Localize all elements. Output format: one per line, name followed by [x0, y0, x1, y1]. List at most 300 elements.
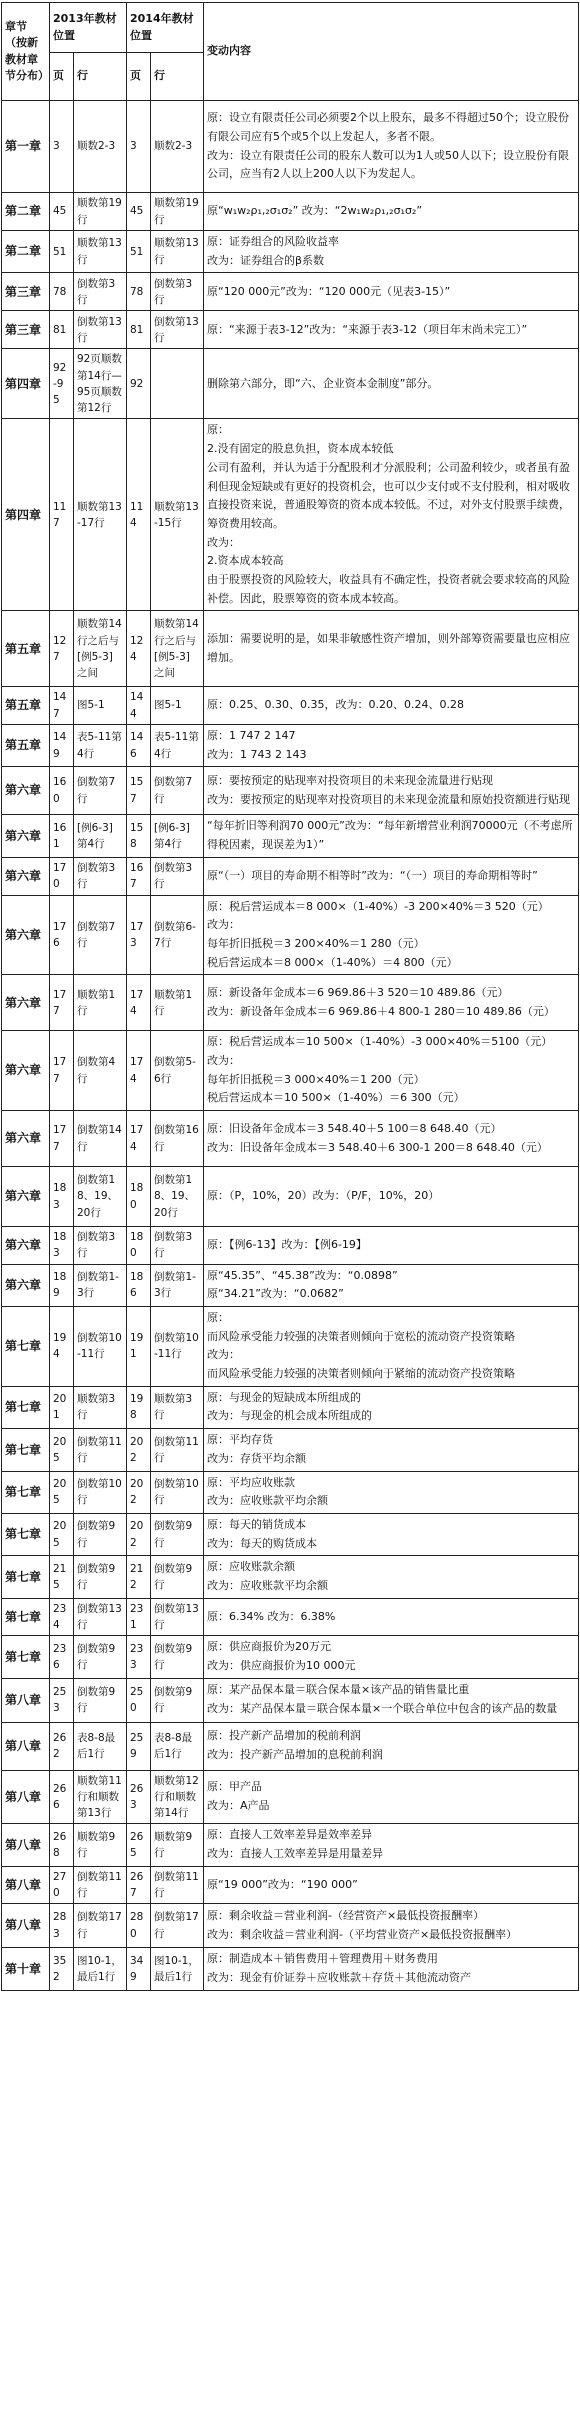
change-line: 而风险承受能力较强的决策者则倾向于宽松的流动资产投资策略 [207, 1329, 515, 1343]
change-line: 原：与现金的短缺成本所组成的 [207, 1390, 361, 1404]
change-content-cell [204, 895, 579, 975]
page-2013-cell: 194 [50, 1307, 74, 1387]
page-2013-cell: 266 [50, 1770, 74, 1824]
page-2014-cell: 202 [127, 1513, 151, 1555]
change-content-cell [204, 724, 579, 766]
line-2014-cell: 表8-8最后1行 [151, 1722, 204, 1770]
chapter-cell: 第五章 [2, 687, 50, 725]
change-content-cell [204, 311, 579, 349]
page-2014-cell: 180 [127, 1227, 151, 1265]
change-line: 原：某产品保本量＝联合保本量×该产品的销售量比重 [207, 1683, 470, 1697]
chapter-cell: 第七章 [2, 1429, 50, 1471]
page-2013-cell: 170 [50, 857, 74, 895]
page-2014-cell: 186 [127, 1264, 151, 1306]
page-2013-cell: 117 [50, 419, 74, 611]
line-2013-cell: 顺数第1行 [74, 975, 127, 1031]
page-2013-cell: 236 [50, 1636, 74, 1678]
line-2013-cell: 倒数第4行 [74, 1031, 127, 1111]
change-content-cell [204, 193, 579, 231]
change-line: 每年折旧抵税＝3 200×40%＝1 280（元） [207, 936, 425, 950]
chapter-cell: 第六章 [2, 1111, 50, 1167]
line-2013-cell: 倒数第10行 [74, 1471, 127, 1513]
page-2013-cell: 262 [50, 1722, 74, 1770]
chapter-cell: 第四章 [2, 419, 50, 611]
line-2013-cell: 倒数第11行 [74, 1866, 127, 1904]
change-line: 改为：A产品 [207, 1798, 270, 1812]
change-line: 改为：要按预定的贴现率对投资项目的未来现金流量和原始投资额进行贴现 [207, 792, 570, 806]
page-2013-cell: 81 [50, 311, 74, 349]
change-line: 原：平均应收账款 [207, 1475, 295, 1489]
line-2014-cell: 倒数第5-6行 [151, 1031, 204, 1111]
line-2013-cell: 倒数第13行 [74, 1598, 127, 1636]
page-2013-cell: 268 [50, 1824, 74, 1866]
change-line: 原：0.25、0.30、0.35，改为：0.20、0.24、0.28 [207, 698, 464, 712]
page-2014-cell: 180 [127, 1167, 151, 1227]
table-row [2, 311, 579, 349]
change-line: 原：1 747 2 147 [207, 728, 296, 742]
chapter-cell: 第五章 [2, 611, 50, 687]
change-line: 2.没有固定的股息负担，资本成本较低 [207, 442, 394, 456]
change-line: 原：（P，10%，20）改为：（P/F，10%，20） [207, 1189, 440, 1203]
page-2014-cell: 259 [127, 1722, 151, 1770]
chapter-cell: 第七章 [2, 1556, 50, 1598]
change-line: 原：应收账款余额 [207, 1560, 295, 1574]
change-line: 每年折旧抵税＝3 000×40%＝1 200（元） [207, 1072, 425, 1086]
table-row [2, 1429, 579, 1471]
change-content-cell [204, 1111, 579, 1167]
page-2013-cell: 3 [50, 101, 74, 193]
chapter-cell: 第二章 [2, 231, 50, 273]
page-2013-cell: 189 [50, 1264, 74, 1306]
change-line: “每年折旧等利润70 000元”改为：“每年新增营业利润70000元（不考虑所得税因素，现误差为1）” [207, 819, 573, 851]
page-2013-cell: 283 [50, 1904, 74, 1948]
change-content-cell [204, 1904, 579, 1948]
line-2013-cell: 倒数第3行 [74, 1227, 127, 1265]
table-row [2, 815, 579, 857]
table-row [2, 1636, 579, 1678]
change-line: 原：6.34% 改为：6.38% [207, 1609, 336, 1623]
change-line: 改为： [207, 1054, 240, 1068]
header-chapter: 章节（按新教材章节分布） [2, 3, 50, 101]
page-2014-cell: 174 [127, 975, 151, 1031]
change-line: 原：供应商报价为20万元 [207, 1640, 331, 1654]
table-row [2, 1227, 579, 1265]
line-2013-cell: 表8-8最后1行 [74, 1722, 127, 1770]
table-row [2, 1824, 579, 1866]
line-2014-cell: 倒数第3行 [151, 273, 204, 311]
change-line: 改为：新设备年金成本＝6 969.86＋4 800-1 280＝10 489.86（元） [207, 1004, 555, 1018]
page-2013-cell: 183 [50, 1227, 74, 1265]
page-2013-cell: 205 [50, 1429, 74, 1471]
change-line: 改为：证券组合的β系数 [207, 253, 325, 267]
line-2014-cell: 倒数第9行 [151, 1556, 204, 1598]
line-2013-cell: 图5-1 [74, 687, 127, 725]
change-line: 添加：需要说明的是，如果非敏感性资产增加，则外部筹资需要量也应相应增加。 [207, 632, 570, 664]
change-line: 原“（一）项目的寿命期不相等时”改为：“（一）项目的寿命期相等时” [207, 868, 538, 882]
change-content-cell [204, 1429, 579, 1471]
change-content-cell [204, 1227, 579, 1265]
page-2014-cell: 212 [127, 1556, 151, 1598]
page-2014-cell: 198 [127, 1386, 151, 1428]
change-line: 改为：应收账款平均余额 [207, 1578, 328, 1592]
chapter-cell: 第七章 [2, 1307, 50, 1387]
change-line: 原“120 000元”改为：“120 000元（见表3-15）” [207, 284, 451, 298]
chapter-cell: 第六章 [2, 857, 50, 895]
change-content-cell [204, 1513, 579, 1555]
table-row [2, 1167, 579, 1227]
textbook-changes-table [1, 2, 579, 1991]
page-2013-cell: 147 [50, 687, 74, 725]
change-content-cell [204, 101, 579, 193]
line-2014-cell: 倒数第10行 [151, 1471, 204, 1513]
table-row [2, 724, 579, 766]
page-2014-cell: 173 [127, 895, 151, 975]
chapter-cell: 第三章 [2, 273, 50, 311]
page-2014-cell: 3 [127, 101, 151, 193]
change-content-cell [204, 1636, 579, 1678]
change-content-cell [204, 1722, 579, 1770]
line-2014-cell: 倒数第3行 [151, 1227, 204, 1265]
table-row [2, 857, 579, 895]
line-2014-cell: 图10-1，最后1行 [151, 1948, 204, 1990]
line-2013-cell: 顺数第19行 [74, 193, 127, 231]
line-2013-cell: 倒数第13行 [74, 311, 127, 349]
table-row [2, 1866, 579, 1904]
change-line: 原“34.21”改为：“0.0682” [207, 1287, 344, 1301]
page-2014-cell: 231 [127, 1598, 151, 1636]
change-line: 改为： [207, 1348, 240, 1362]
line-2014-cell [151, 349, 204, 419]
page-2014-cell: 263 [127, 1770, 151, 1824]
page-2014-cell: 265 [127, 1824, 151, 1866]
chapter-cell: 第三章 [2, 311, 50, 349]
page-2013-cell: 127 [50, 611, 74, 687]
line-2014-cell: 倒数第1-3行 [151, 1264, 204, 1306]
line-2013-cell: 倒数第9行 [74, 1513, 127, 1555]
table-row [2, 273, 579, 311]
change-line: 改为：直接人工效率差异是用量差异 [207, 1847, 383, 1861]
line-2014-cell: 倒数第9行 [151, 1513, 204, 1555]
page-2013-cell: 149 [50, 724, 74, 766]
page-2014-cell: 202 [127, 1429, 151, 1471]
chapter-cell: 第八章 [2, 1866, 50, 1904]
page-2013-cell: 177 [50, 975, 74, 1031]
line-2013-cell: 倒数第14行 [74, 1111, 127, 1167]
chapter-cell: 第六章 [2, 1167, 50, 1227]
line-2013-cell: 顺数第11行和顺数第13行 [74, 1770, 127, 1824]
change-line: 原：旧设备年金成本＝3 548.40＋5 100＝8 648.40（元） [207, 1121, 502, 1135]
page-2014-cell: 146 [127, 724, 151, 766]
line-2014-cell: 倒数第3行 [151, 857, 204, 895]
change-line: 原：剩余收益＝营业利润-（经营资产×最低投资报酬率） [207, 1909, 485, 1923]
line-2013-cell: 倒数第10-11行 [74, 1307, 127, 1387]
chapter-cell: 第八章 [2, 1824, 50, 1866]
page-2013-cell: 253 [50, 1678, 74, 1722]
chapter-cell: 第六章 [2, 815, 50, 857]
line-2013-cell: 顺数第13行 [74, 231, 127, 273]
change-content-cell [204, 419, 579, 611]
change-line: 原：新设备年金成本＝6 969.86＋3 520＝10 489.86（元） [207, 986, 509, 1000]
chapter-cell: 第七章 [2, 1386, 50, 1428]
line-2014-cell: 表5-11第4行 [151, 724, 204, 766]
table-row [2, 1904, 579, 1948]
change-line: 改为：现金有价证券＋应收账款＋存货＋其他流动资产 [207, 1970, 471, 1984]
table-row [2, 1111, 579, 1167]
change-content-cell [204, 611, 579, 687]
line-2013-cell: 顺数第3行 [74, 1386, 127, 1428]
page-2014-cell: 157 [127, 767, 151, 815]
header-line-2014: 行 [151, 53, 204, 101]
page-2013-cell: 352 [50, 1948, 74, 1990]
page-2013-cell: 51 [50, 231, 74, 273]
line-2014-cell: [例6-3]第4行 [151, 815, 204, 857]
change-line: 改为：设立有限责任公司的股东人数可以为1人或50人以下；设立股份有限公司，应当有2人以上200人以下为发起人。 [207, 148, 569, 181]
header-pos-2014: 2014年教材位置 [127, 3, 204, 53]
page-2014-cell: 349 [127, 1948, 151, 1990]
change-line: 公司有盈利，并认为适于分配股利才分派股利；公司盈利较少，或者虽有盈利但现金短缺或有更好的投资机会，也可以少支付或不支付股利，相对吸收直接投资来说，普通股筹资的资本成本较低。不过，对外支付股票手续费，筹资费用较高。 [207, 460, 570, 530]
table-row [2, 1556, 579, 1598]
table-row [2, 1031, 579, 1111]
chapter-cell: 第七章 [2, 1471, 50, 1513]
chapter-cell: 第七章 [2, 1636, 50, 1678]
table-row [2, 895, 579, 975]
line-2014-cell: 倒数第18、19、20行 [151, 1167, 204, 1227]
table-row [2, 419, 579, 611]
change-line: 税后营运成本＝8 000×（1-40%）＝4 800（元） [207, 955, 458, 969]
change-content-cell [204, 273, 579, 311]
page-2013-cell: 161 [50, 815, 74, 857]
change-line: 原“45.35”、“45.38”改为：“0.0898” [207, 1268, 398, 1282]
change-content-cell [204, 1598, 579, 1636]
change-line: 原：甲产品 [207, 1780, 262, 1794]
change-line: 而风险承受能力较强的决策者则倾向于紧缩的流动资产投资策略 [207, 1367, 515, 1381]
table-row [2, 231, 579, 273]
chapter-cell: 第六章 [2, 1264, 50, 1306]
line-2014-cell: 顺数第14行之后与[例5-3]之间 [151, 611, 204, 687]
page-2014-cell: 233 [127, 1636, 151, 1678]
chapter-cell: 第四章 [2, 349, 50, 419]
page-2013-cell: 201 [50, 1386, 74, 1428]
line-2013-cell: 倒数第11行 [74, 1429, 127, 1471]
line-2013-cell: 倒数第9行 [74, 1556, 127, 1598]
page-2013-cell: 183 [50, 1167, 74, 1227]
chapter-cell: 第六章 [2, 1031, 50, 1111]
page-2013-cell: 205 [50, 1471, 74, 1513]
chapter-cell: 第八章 [2, 1722, 50, 1770]
change-content-cell [204, 231, 579, 273]
change-line: 原： [207, 1311, 229, 1324]
change-line: 改为： [207, 918, 240, 932]
change-line: 原：设立有限责任公司必须要2个以上股东，最多不得超过50个；设立股份有限公司应有5个或5个以上发起人，多者不限。 [207, 111, 569, 143]
line-2013-cell: 倒数第7行 [74, 767, 127, 815]
change-content-cell [204, 1307, 579, 1387]
page-2014-cell: 114 [127, 419, 151, 611]
page-2013-cell: 234 [50, 1598, 74, 1636]
chapter-cell: 第十章 [2, 1948, 50, 1990]
table-row [2, 767, 579, 815]
table-row [2, 349, 579, 419]
table-row [2, 101, 579, 193]
page-2013-cell: 176 [50, 895, 74, 975]
page-2013-cell: 177 [50, 1031, 74, 1111]
line-2014-cell: 倒数第9行 [151, 1678, 204, 1722]
line-2014-cell: 倒数第11行 [151, 1866, 204, 1904]
line-2013-cell: 倒数第18、19、20行 [74, 1167, 127, 1227]
change-content-cell [204, 1471, 579, 1513]
change-content-cell [204, 1031, 579, 1111]
change-content-cell [204, 975, 579, 1031]
line-2014-cell: 倒数第9行 [151, 1636, 204, 1678]
line-2014-cell: 顺数第13-15行 [151, 419, 204, 611]
change-line: 删除第六部分，即“六、企业资本金制度”部分。 [207, 376, 439, 390]
change-line: 原“19 000”改为：“190 000” [207, 1877, 358, 1891]
chapter-cell: 第八章 [2, 1678, 50, 1722]
table-row [2, 975, 579, 1031]
page-2014-cell: 92 [127, 349, 151, 419]
change-line: 原“w₁w₂ρ₁,₂σ₁σ₂” 改为：“2w₁w₂ρ₁,₂σ₁σ₂” [207, 204, 423, 218]
change-line: 税后营运成本＝10 500×（1-40%）＝6 300（元） [207, 1091, 465, 1105]
table-row [2, 1948, 579, 1990]
chapter-cell: 第六章 [2, 975, 50, 1031]
page-2014-cell: 78 [127, 273, 151, 311]
change-line: 原：税后营运成本＝10 500×（1-40%）-3 000×40%＝5100（元） [207, 1035, 553, 1049]
change-content-cell [204, 1556, 579, 1598]
line-2014-cell: 倒数第13行 [151, 311, 204, 349]
header-pos-2013: 2013年教材位置 [50, 3, 127, 53]
change-line: 改为：投产新产品增加的息税前利润 [207, 1748, 383, 1762]
change-line: 改为：存货平均余额 [207, 1451, 306, 1465]
line-2014-cell: 顺数第13行 [151, 231, 204, 273]
change-content-cell [204, 1824, 579, 1866]
table-row [2, 1722, 579, 1770]
change-line: 2.资本成本较高 [207, 554, 284, 568]
line-2014-cell: 顺数第19行 [151, 193, 204, 231]
line-2014-cell: 倒数第7行 [151, 767, 204, 815]
change-content-cell [204, 1264, 579, 1306]
table-row [2, 193, 579, 231]
line-2014-cell: 倒数第11行 [151, 1429, 204, 1471]
table-row [2, 1770, 579, 1824]
line-2013-cell: [例6-3]第4行 [74, 815, 127, 857]
change-line: 原：证券组合的风险收益率 [207, 235, 339, 248]
change-line: 原：每天的销货成本 [207, 1517, 306, 1531]
change-content-cell [204, 1770, 579, 1824]
line-2014-cell: 顺数第9行 [151, 1824, 204, 1866]
line-2013-cell: 顺数第9行 [74, 1824, 127, 1866]
change-content-cell [204, 687, 579, 725]
page-2014-cell: 250 [127, 1678, 151, 1722]
line-2013-cell: 表5-11第4行 [74, 724, 127, 766]
change-line: 原：【例6-13】改为：【例6-19】 [207, 1238, 367, 1252]
page-2013-cell: 92-95 [50, 349, 74, 419]
change-content-cell [204, 815, 579, 857]
table-row [2, 1307, 579, 1387]
page-2014-cell: 202 [127, 1471, 151, 1513]
line-2013-cell: 倒数第3行 [74, 857, 127, 895]
table-row [2, 1678, 579, 1722]
chapter-cell: 第七章 [2, 1598, 50, 1636]
page-2013-cell: 160 [50, 767, 74, 815]
chapter-cell: 第一章 [2, 101, 50, 193]
chapter-cell: 第五章 [2, 724, 50, 766]
line-2014-cell: 顺数2-3 [151, 101, 204, 193]
page-2014-cell: 267 [127, 1866, 151, 1904]
header-line-2013: 行 [74, 53, 127, 101]
chapter-cell: 第八章 [2, 1904, 50, 1948]
page-2014-cell: 191 [127, 1307, 151, 1387]
change-line: 改为：每天的购货成本 [207, 1536, 317, 1550]
change-line: 原：要按预定的贴现率对投资项目的未来现金流量进行贴现 [207, 774, 493, 788]
chapter-cell: 第七章 [2, 1513, 50, 1555]
header-page-2014: 页 [127, 53, 151, 101]
chapter-cell: 第八章 [2, 1770, 50, 1824]
change-line: 原：税后营运成本＝8 000×（1-40%）-3 200×40%＝3 520（元） [207, 899, 549, 913]
line-2014-cell: 倒数第13行 [151, 1598, 204, 1636]
change-content-cell [204, 1866, 579, 1904]
chapter-cell: 第六章 [2, 767, 50, 815]
line-2014-cell: 倒数第17行 [151, 1904, 204, 1948]
table-row [2, 1513, 579, 1555]
chapter-cell: 第二章 [2, 193, 50, 231]
change-line: 由于股票投资的风险较大，收益具有不确定性，投资者就会要求较高的风险补偿。因此，股票筹资的资本成本较高。 [207, 572, 570, 605]
change-line: 原：平均存货 [207, 1433, 273, 1447]
page-2013-cell: 270 [50, 1866, 74, 1904]
header-change: 变动内容 [204, 3, 579, 101]
line-2014-cell: 倒数第16行 [151, 1111, 204, 1167]
line-2014-cell: 顺数第3行 [151, 1386, 204, 1428]
line-2014-cell: 顺数第12行和顺数第14行 [151, 1770, 204, 1824]
change-content-cell [204, 349, 579, 419]
change-line: 原：“来源于表3-12”改为：“来源于表3-12（项目年末尚未完工）” [207, 322, 528, 336]
page-2014-cell: 174 [127, 1031, 151, 1111]
table-row [2, 1386, 579, 1428]
header-page-2013: 页 [50, 53, 74, 101]
change-line: 改为：与现金的机会成本所组成的 [207, 1409, 372, 1423]
change-line: 改为：1 743 2 143 [207, 747, 307, 761]
change-line: 改为：剩余收益＝营业利润-（平均营业资产×最低投资报酬率） [207, 1927, 518, 1941]
change-line: 改为：应收账款平均余额 [207, 1494, 328, 1508]
line-2014-cell: 倒数第10-11行 [151, 1307, 204, 1387]
chapter-cell: 第六章 [2, 895, 50, 975]
page-2013-cell: 78 [50, 273, 74, 311]
page-2013-cell: 45 [50, 193, 74, 231]
chapter-cell: 第六章 [2, 1227, 50, 1265]
page-2014-cell: 280 [127, 1904, 151, 1948]
table-row [2, 1264, 579, 1306]
change-content-cell [204, 1386, 579, 1428]
line-2013-cell: 顺数2-3 [74, 101, 127, 193]
change-line: 改为： [207, 535, 240, 549]
line-2014-cell: 顺数第1行 [151, 975, 204, 1031]
change-line: 改为：供应商报价为10 000元 [207, 1658, 356, 1672]
change-content-cell [204, 1167, 579, 1227]
page-2014-cell: 81 [127, 311, 151, 349]
line-2013-cell: 顺数第13-17行 [74, 419, 127, 611]
line-2013-cell: 图10-1，最后1行 [74, 1948, 127, 1990]
page-2014-cell: 124 [127, 611, 151, 687]
change-line: 改为：某产品保本量＝联合保本量×一个联合单位中包含的该产品的数量 [207, 1702, 558, 1716]
page-2014-cell: 174 [127, 1111, 151, 1167]
header-row-1 [2, 3, 579, 53]
line-2014-cell: 倒数第6-7行 [151, 895, 204, 975]
page-2014-cell: 45 [127, 193, 151, 231]
table-row [2, 1471, 579, 1513]
line-2013-cell: 倒数第7行 [74, 895, 127, 975]
page-2013-cell: 205 [50, 1513, 74, 1555]
change-content-cell [204, 1678, 579, 1722]
line-2013-cell: 92页顺数第14行—95页顺数第12行 [74, 349, 127, 419]
table-row [2, 1598, 579, 1636]
